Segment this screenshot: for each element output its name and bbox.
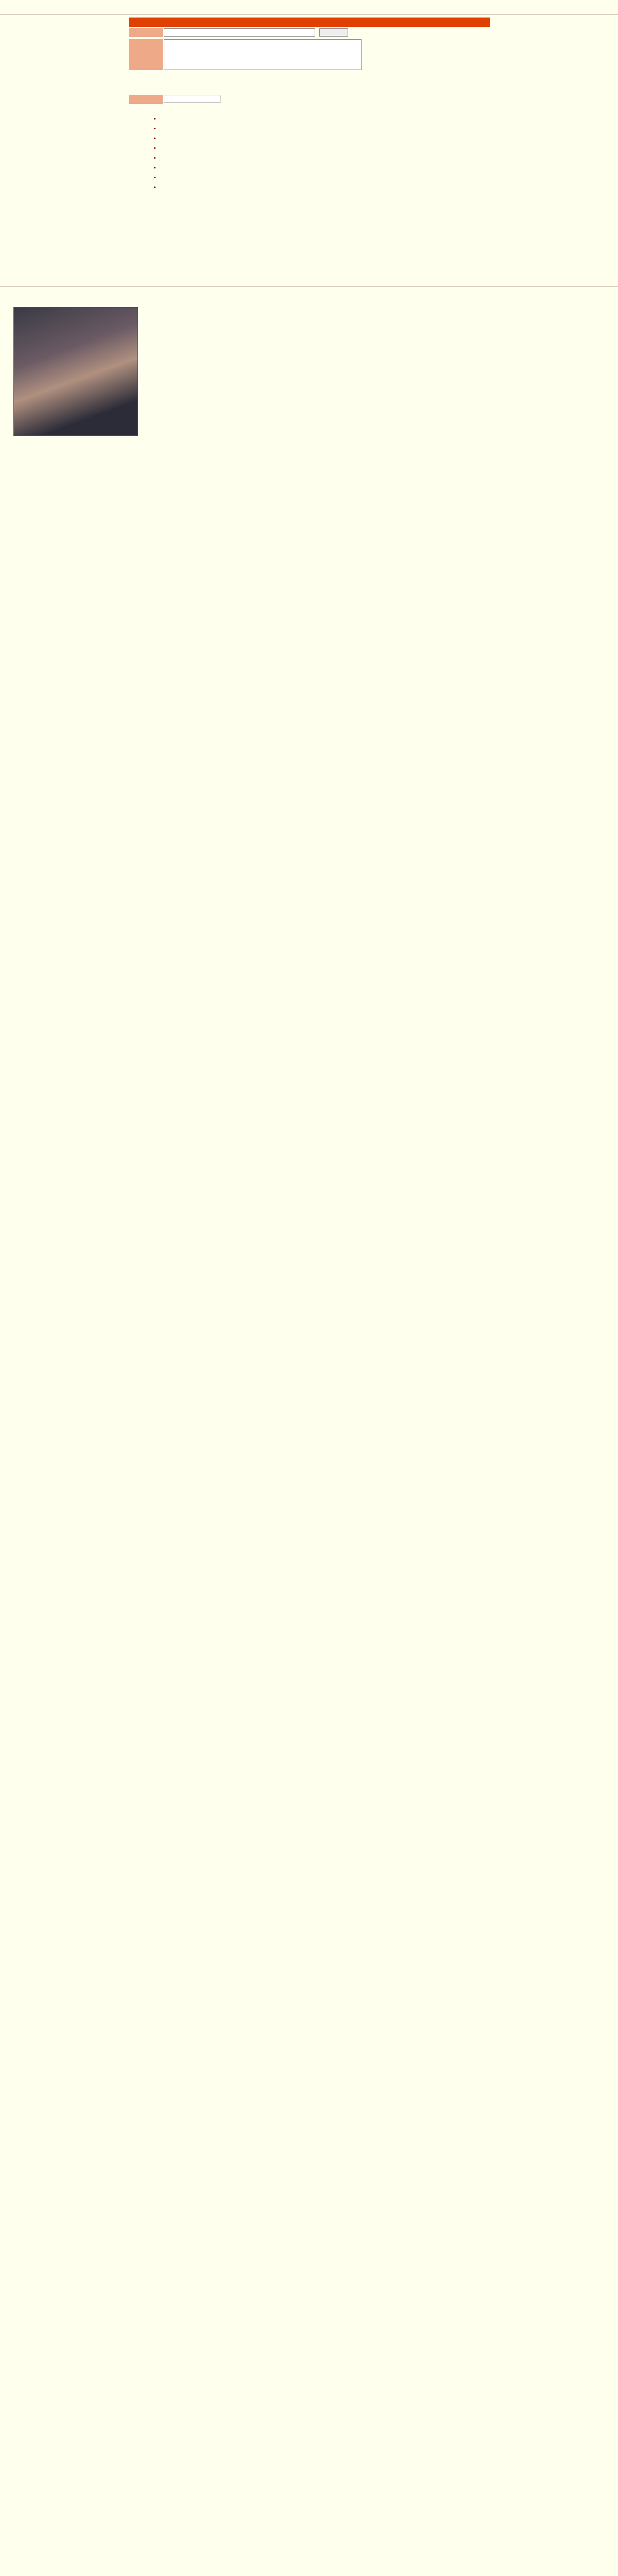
rule-item: [161, 173, 490, 181]
delete-key-label: [129, 95, 163, 104]
delete-key-input[interactable]: [164, 95, 220, 103]
posting-rules: [154, 114, 490, 193]
email-input[interactable]: [164, 28, 315, 37]
thread-divider: [0, 286, 618, 287]
comment-textarea[interactable]: [164, 39, 362, 70]
op-thumbnail-image[interactable]: [13, 307, 138, 436]
rule-item: [161, 114, 490, 122]
rule-item: [161, 134, 490, 142]
board-links: [154, 204, 484, 206]
reply-mode-banner: [129, 18, 490, 27]
rule-item: [161, 183, 490, 191]
rule-item: [161, 163, 490, 171]
email-label: [129, 28, 163, 37]
rule-item: [161, 144, 490, 151]
rule-item: [161, 124, 490, 132]
comment-label: [129, 39, 163, 70]
rule-item: [161, 154, 490, 161]
submit-button[interactable]: [319, 28, 348, 37]
top-divider: [0, 14, 618, 15]
